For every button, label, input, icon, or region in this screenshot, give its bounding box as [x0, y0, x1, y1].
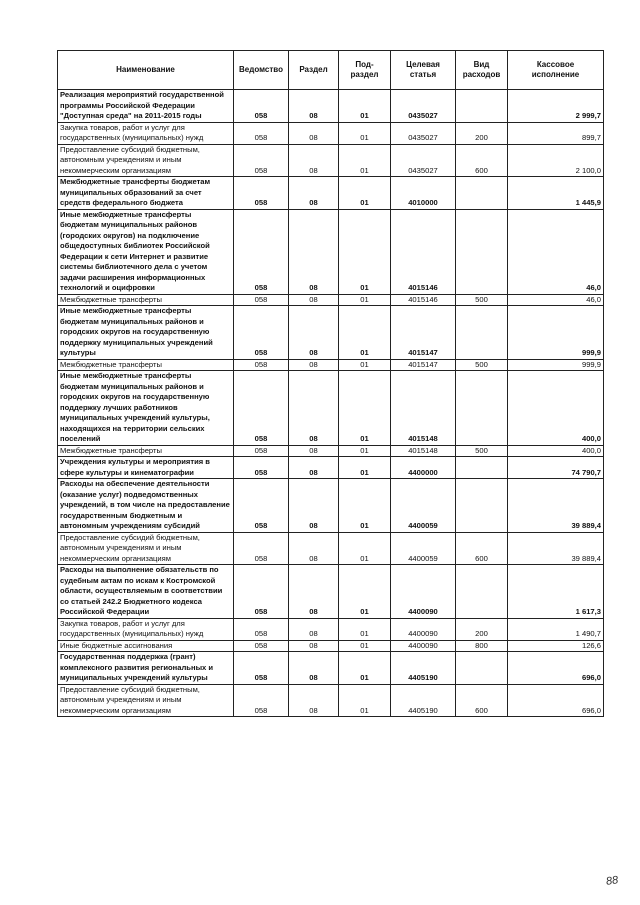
row-cash-cell: 39 889,4: [508, 479, 604, 533]
table-row: [58, 640, 604, 652]
row-cash-cell: 1 445,9: [508, 177, 604, 210]
row-name-cell: Межбюджетные трансферты бюджетам муниципальных образований за счет средств федерального бюджета: [58, 177, 234, 210]
table-body: [58, 90, 604, 717]
row-cash-cell: 696,0: [508, 684, 604, 717]
row-section-cell: 08: [289, 684, 339, 717]
row-section-cell: 08: [289, 652, 339, 685]
row-subsection-cell: 01: [339, 122, 391, 144]
row-section-cell: 08: [289, 306, 339, 360]
row-exp-type-cell: 200: [456, 618, 508, 640]
row-subsection-cell: 01: [339, 177, 391, 210]
row-dept-cell: 058: [234, 479, 289, 533]
table-row: [58, 684, 604, 717]
row-subsection-cell: 01: [339, 684, 391, 717]
row-exp-type-cell: 600: [456, 684, 508, 717]
row-dept-cell: 058: [234, 618, 289, 640]
header-dept: Ведомство: [234, 51, 289, 90]
row-subsection-cell: 01: [339, 209, 391, 294]
row-cash-cell: 1 490,7: [508, 618, 604, 640]
row-cash-cell: 2 100,0: [508, 144, 604, 177]
row-dept-cell: 058: [234, 371, 289, 446]
row-dept-cell: 058: [234, 294, 289, 306]
row-exp-type-cell: 600: [456, 532, 508, 565]
row-name-cell: Межбюджетные трансферты: [58, 445, 234, 457]
row-target-cell: 4015148: [391, 445, 456, 457]
row-section-cell: 08: [289, 532, 339, 565]
row-subsection-cell: 01: [339, 640, 391, 652]
row-name-cell: Реализация мероприятий государственной программы Российской Федерации "Доступная среда" на 2011-2015 годы: [58, 90, 234, 123]
row-cash-cell: 74 790,7: [508, 457, 604, 479]
row-cash-cell: 899,7: [508, 122, 604, 144]
row-subsection-cell: 01: [339, 371, 391, 446]
row-subsection-cell: 01: [339, 359, 391, 371]
row-target-cell: 4010000: [391, 177, 456, 210]
row-subsection-cell: 01: [339, 618, 391, 640]
row-exp-type-cell: [456, 457, 508, 479]
row-dept-cell: 058: [234, 640, 289, 652]
row-exp-type-cell: [456, 371, 508, 446]
table-row: [58, 294, 604, 306]
row-cash-cell: 400,0: [508, 445, 604, 457]
table-row: [58, 457, 604, 479]
table-row: [58, 618, 604, 640]
row-section-cell: 08: [289, 294, 339, 306]
row-exp-type-cell: 800: [456, 640, 508, 652]
row-target-cell: 0435027: [391, 144, 456, 177]
table-row: [58, 565, 604, 619]
row-exp-type-cell: [456, 209, 508, 294]
row-subsection-cell: 01: [339, 565, 391, 619]
row-exp-type-cell: [456, 652, 508, 685]
row-exp-type-cell: 500: [456, 359, 508, 371]
row-cash-cell: 39 889,4: [508, 532, 604, 565]
row-exp-type-cell: 500: [456, 445, 508, 457]
row-name-cell: Межбюджетные трансферты: [58, 294, 234, 306]
row-dept-cell: 058: [234, 90, 289, 123]
row-section-cell: 08: [289, 122, 339, 144]
row-subsection-cell: 01: [339, 144, 391, 177]
row-cash-cell: 126,6: [508, 640, 604, 652]
row-section-cell: 08: [289, 177, 339, 210]
row-dept-cell: 058: [234, 122, 289, 144]
row-subsection-cell: 01: [339, 306, 391, 360]
row-cash-cell: 1 617,3: [508, 565, 604, 619]
row-cash-cell: 999,9: [508, 359, 604, 371]
table-row: [58, 177, 604, 210]
row-dept-cell: 058: [234, 652, 289, 685]
row-cash-cell: 46,0: [508, 294, 604, 306]
row-exp-type-cell: 200: [456, 122, 508, 144]
row-target-cell: 4400059: [391, 532, 456, 565]
row-name-cell: Иные бюджетные ассигнования: [58, 640, 234, 652]
row-target-cell: 0435027: [391, 122, 456, 144]
row-section-cell: 08: [289, 479, 339, 533]
row-cash-cell: 46,0: [508, 209, 604, 294]
row-exp-type-cell: 600: [456, 144, 508, 177]
row-target-cell: 4405190: [391, 652, 456, 685]
row-target-cell: 4015148: [391, 371, 456, 446]
header-exp-type: Вид расходов: [456, 51, 508, 90]
row-subsection-cell: 01: [339, 532, 391, 565]
row-name-cell: Иные межбюджетные трансферты бюджетам муниципальных районов и городских округов на государственную поддержку лучших работников муниципальных учреждений культуры, находящихся на территории сельских поселений: [58, 371, 234, 446]
row-section-cell: 08: [289, 445, 339, 457]
row-name-cell: Иные межбюджетные трансферты бюджетам муниципальных районов и городских округов на государственную поддержку муниципальных учреждений культуры: [58, 306, 234, 360]
row-name-cell: Расходы на обеспечение деятельности (оказание услуг) подведомственных учреждений, в том числе на предоставление государственным бюджетным и автономным учреждениям субсидий: [58, 479, 234, 533]
row-section-cell: 08: [289, 640, 339, 652]
row-target-cell: 4015147: [391, 359, 456, 371]
row-name-cell: Предоставление субсидий бюджетным, автономным учреждениям и иным некоммерческим организациям: [58, 144, 234, 177]
row-target-cell: 4015146: [391, 294, 456, 306]
row-target-cell: 4400059: [391, 479, 456, 533]
table-header-row: [58, 51, 604, 90]
row-exp-type-cell: [456, 306, 508, 360]
row-name-cell: Межбюджетные трансферты: [58, 359, 234, 371]
row-name-cell: Иные межбюджетные трансферты бюджетам муниципальных районов (городских округов) на подключение общедоступных библиотек Российской Федерации к сети Интернет и развитие системы библиотечного дела с учетом задачи расширения информационных технологий и оцифровки: [58, 209, 234, 294]
table-row: [58, 90, 604, 123]
row-subsection-cell: 01: [339, 90, 391, 123]
row-name-cell: Закупка товаров, работ и услуг для государственных (муниципальных) нужд: [58, 618, 234, 640]
row-dept-cell: 058: [234, 684, 289, 717]
header-name: Наименование: [58, 51, 234, 90]
row-section-cell: 08: [289, 618, 339, 640]
row-name-cell: Расходы на выполнение обязательств по судебным актам по искам к Костромской области, осуществляемым в соответствии со статьей 242.2 Бюджетного кодекса Российской Федерации: [58, 565, 234, 619]
row-section-cell: 08: [289, 90, 339, 123]
budget-execution-table: [57, 50, 604, 717]
row-dept-cell: 058: [234, 457, 289, 479]
row-target-cell: 4400000: [391, 457, 456, 479]
row-target-cell: 4400090: [391, 640, 456, 652]
row-target-cell: 0435027: [391, 90, 456, 123]
row-dept-cell: 058: [234, 209, 289, 294]
row-section-cell: 08: [289, 457, 339, 479]
row-name-cell: Закупка товаров, работ и услуг для государственных (муниципальных) нужд: [58, 122, 234, 144]
row-section-cell: 08: [289, 371, 339, 446]
row-name-cell: Учреждения культуры и мероприятия в сфере культуры и кинематографии: [58, 457, 234, 479]
header-section: Раздел: [289, 51, 339, 90]
row-cash-cell: 400,0: [508, 371, 604, 446]
row-exp-type-cell: [456, 565, 508, 619]
table-row: [58, 532, 604, 565]
row-section-cell: 08: [289, 144, 339, 177]
row-section-cell: 08: [289, 209, 339, 294]
table-row: [58, 122, 604, 144]
table-row: [58, 371, 604, 446]
row-dept-cell: 058: [234, 565, 289, 619]
header-subsection: Под- раздел: [339, 51, 391, 90]
page-mark: 88: [604, 874, 619, 888]
row-exp-type-cell: [456, 90, 508, 123]
row-dept-cell: 058: [234, 144, 289, 177]
row-subsection-cell: 01: [339, 294, 391, 306]
row-target-cell: 4400090: [391, 618, 456, 640]
row-cash-cell: 2 999,7: [508, 90, 604, 123]
row-dept-cell: 058: [234, 359, 289, 371]
table-row: [58, 652, 604, 685]
row-dept-cell: 058: [234, 306, 289, 360]
row-dept-cell: 058: [234, 445, 289, 457]
table-row: [58, 306, 604, 360]
row-subsection-cell: 01: [339, 652, 391, 685]
row-cash-cell: 999,9: [508, 306, 604, 360]
row-dept-cell: 058: [234, 177, 289, 210]
row-target-cell: 4405190: [391, 684, 456, 717]
table-row: [58, 445, 604, 457]
row-section-cell: 08: [289, 565, 339, 619]
table-row: [58, 479, 604, 533]
table-row: [58, 144, 604, 177]
row-exp-type-cell: 500: [456, 294, 508, 306]
row-subsection-cell: 01: [339, 479, 391, 533]
table-row: [58, 209, 604, 294]
row-name-cell: Государственная поддержка (грант) комплексного развития региональных и муниципальных учреждений культуры: [58, 652, 234, 685]
row-name-cell: Предоставление субсидий бюджетным, автономным учреждениям и иным некоммерческим организациям: [58, 532, 234, 565]
row-dept-cell: 058: [234, 532, 289, 565]
header-cash: Кассовое исполнение: [508, 51, 604, 90]
row-target-cell: 4015147: [391, 306, 456, 360]
row-exp-type-cell: [456, 177, 508, 210]
table-row: [58, 359, 604, 371]
row-exp-type-cell: [456, 479, 508, 533]
row-target-cell: 4400090: [391, 565, 456, 619]
row-target-cell: 4015146: [391, 209, 456, 294]
row-subsection-cell: 01: [339, 445, 391, 457]
row-cash-cell: 696,0: [508, 652, 604, 685]
row-name-cell: Предоставление субсидий бюджетным, автономным учреждениям и иным некоммерческим организациям: [58, 684, 234, 717]
row-section-cell: 08: [289, 359, 339, 371]
row-subsection-cell: 01: [339, 457, 391, 479]
header-target: Целевая статья: [391, 51, 456, 90]
